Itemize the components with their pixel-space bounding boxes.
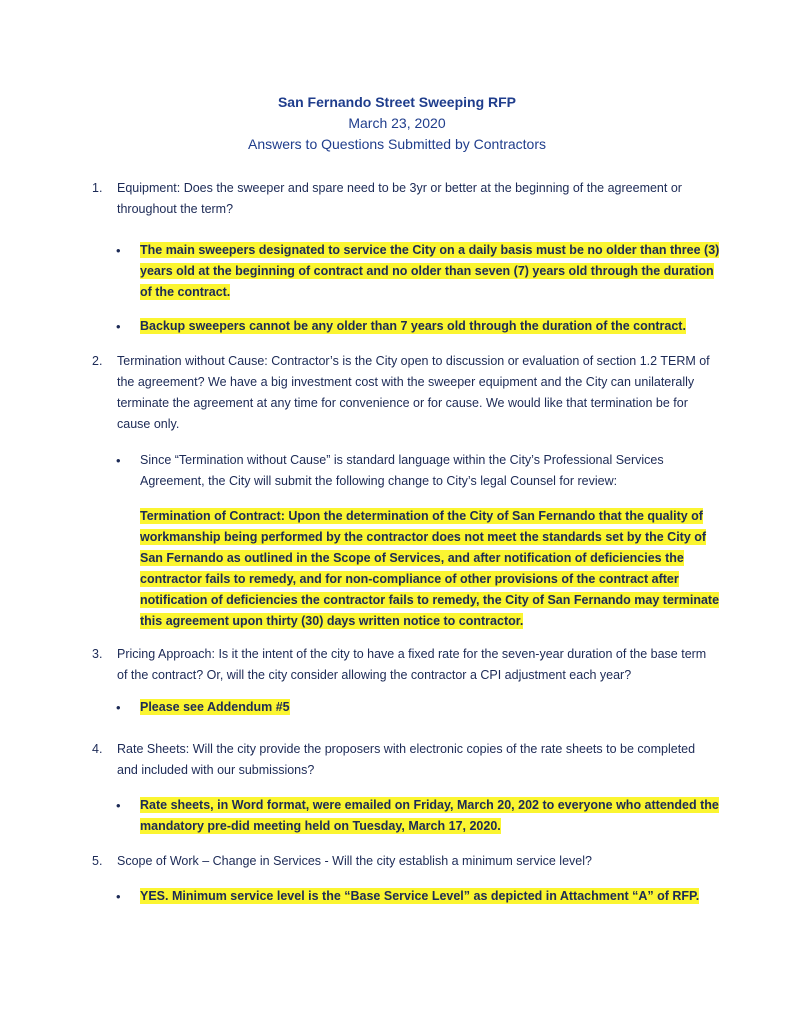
question-number: 1. <box>92 181 103 195</box>
question-number: 3. <box>92 647 103 661</box>
termination-clause-text: Termination of Contract: Upon the determination of the City of San Fernando that the quality of workmanship being performed by the contractor does not meet the standards set by the City of San Fernando as outlined in the Scope of Services, and after notification of deficiencies the contractor fails to remedy, and for non-compliance of other provisions of the contract after notification of deficiencies the contractor fails to remedy, the City of San Fernando may terminate this agreement upon thirty (30) days written notice to contractor. <box>140 509 720 628</box>
bullet-icon: • <box>116 889 121 904</box>
document-date: March 23, 2020 <box>348 115 446 131</box>
question-text: Pricing Approach: Is it the intent of the city to have a fixed rate for the seven-year duration of the base term of the contract? Or, will the city consider allowing the contractor a CPI adjustment each year? <box>117 647 707 682</box>
bullet-icon: • <box>116 700 121 715</box>
answer-2-highlight <box>140 506 725 632</box>
question-2 <box>92 351 717 435</box>
document-subtitle: Answers to Questions Submitted by Contractors <box>247 136 547 152</box>
question-text: Equipment: Does the sweeper and spare need to be 3yr or better at the beginning of the agreement or throughout the term? <box>117 181 682 216</box>
answer-text: Since “Termination without Cause” is standard language within the City’s Professional Services Agreement, the City will submit the following change to City’s legal Counsel for review: <box>140 453 664 488</box>
question-number: 2. <box>92 354 103 368</box>
bullet-icon: • <box>116 319 121 334</box>
document-header <box>0 92 794 155</box>
answer-5 <box>116 886 725 907</box>
answer-text: Backup sweepers cannot be any older than 7 years old through the duration of the contract. <box>140 319 686 333</box>
question-3 <box>92 644 717 686</box>
answer-text: The main sweepers designated to service the City on a daily basis must be no older than three (3) years old at the beginning of contract and no older than seven (7) years old through the duration of the contract. <box>140 243 720 299</box>
answer-4 <box>116 795 725 837</box>
question-1 <box>92 178 717 220</box>
question-text: Rate Sheets: Will the city provide the proposers with electronic copies of the rate sheets to be completed and included with our submissions? <box>117 742 696 777</box>
question-number: 5. <box>92 854 103 868</box>
question-text: Termination without Cause: Contractor’s is the City open to discussion or evaluation of section 1.2 TERM of the agreement? We have a big investment cost with the sweeper equipment and the City can unilaterally terminate the agreement at any time for convenience or for cause. We would like that termination be for cause only. <box>117 354 710 431</box>
bullet-icon: • <box>116 798 121 813</box>
answer-text: YES. Minimum service level is the “Base Service Level” as depicted in Attachment “A” of RFP. <box>140 889 700 903</box>
answer-1a <box>116 240 725 303</box>
answer-2-intro <box>116 450 725 492</box>
answer-text: Please see Addendum #5 <box>140 700 290 714</box>
bullet-icon: • <box>116 243 121 258</box>
question-4 <box>92 739 717 781</box>
answer-text: Rate sheets, in Word format, were emailed on Friday, March 20, 202 to everyone who attended the mandatory pre-did meeting held on Tuesday, March 17, 2020. <box>140 798 719 833</box>
answer-1b <box>116 316 725 337</box>
bullet-icon: • <box>116 453 121 468</box>
document-title: San Fernando Street Sweeping RFP <box>277 94 517 110</box>
answer-3 <box>116 697 725 718</box>
question-5 <box>92 851 717 872</box>
question-text: Scope of Work – Change in Services - Will the city establish a minimum service level? <box>117 854 592 868</box>
question-number: 4. <box>92 742 103 756</box>
